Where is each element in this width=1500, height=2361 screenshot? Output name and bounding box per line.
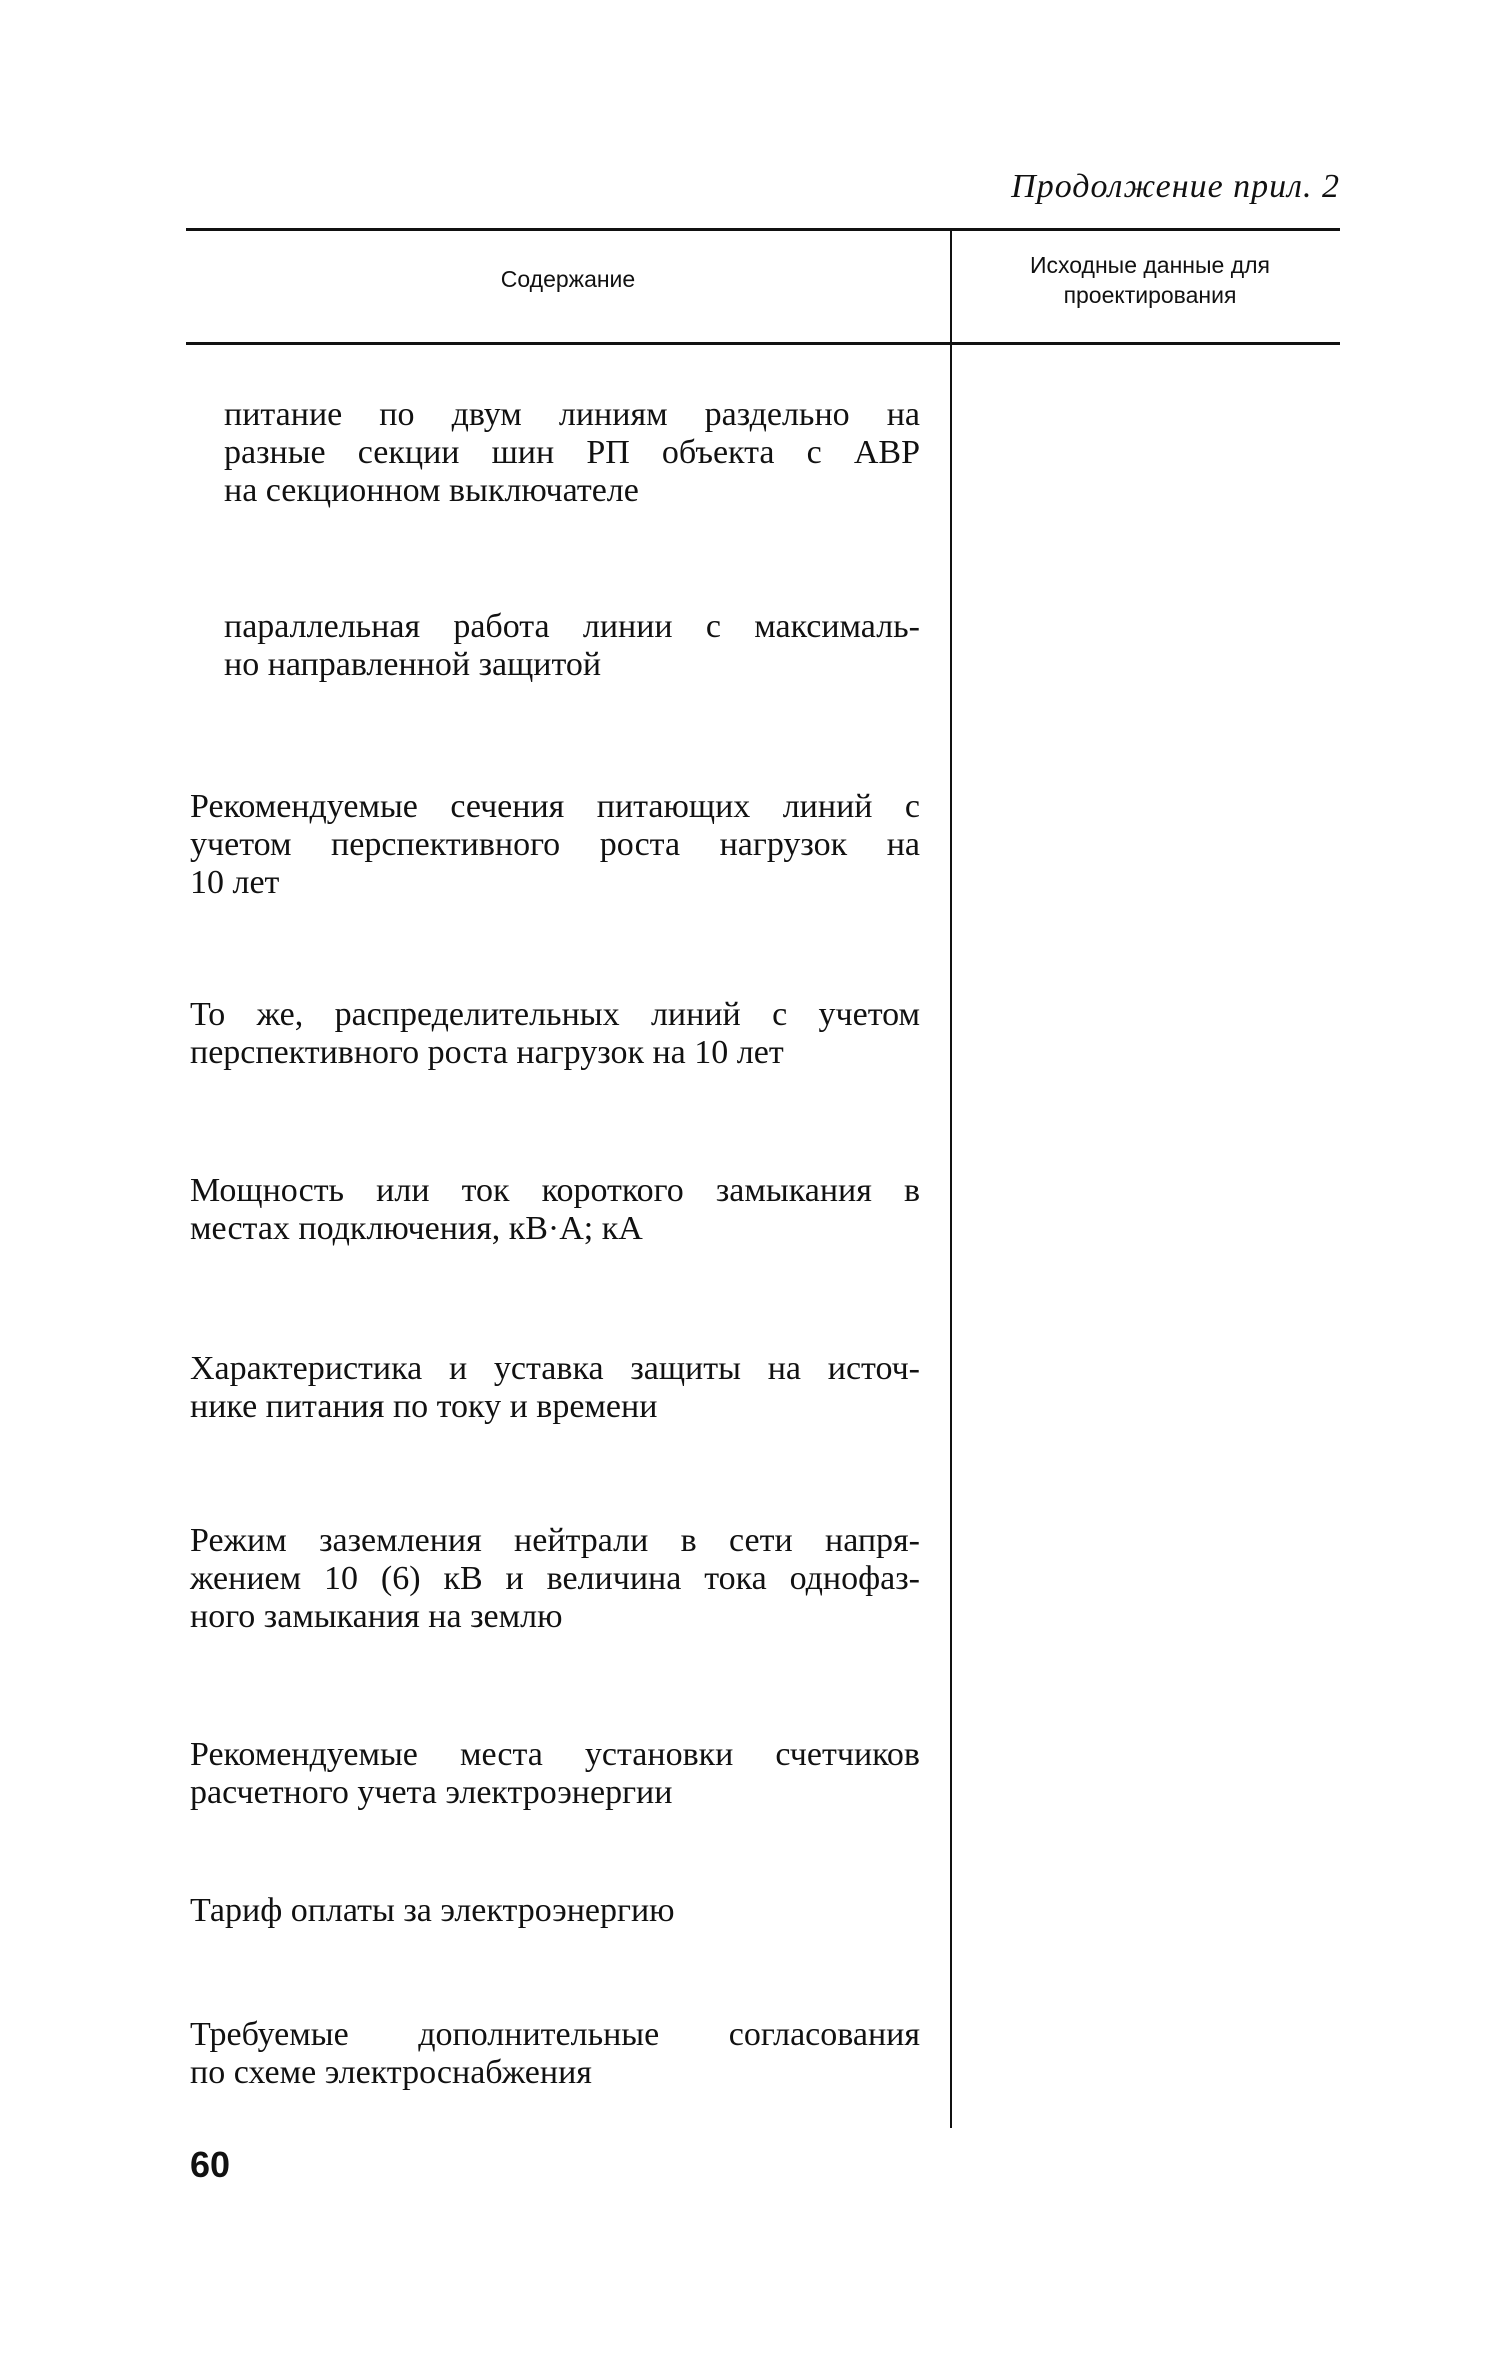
row-text-line: 10 лет	[190, 864, 280, 901]
table-row	[190, 1736, 920, 1812]
row-text-line: расчетного учета электроэнергии	[190, 1774, 673, 1811]
row-text-line: Требуемые дополнительные согласования	[190, 2016, 920, 2053]
table-row	[190, 1350, 920, 1426]
column-header-source-data-line: проектирования	[1063, 282, 1237, 308]
row-text-line: учетом перспективного роста нагрузок на	[190, 826, 920, 863]
row-text-line: ного замыкания на землю	[190, 1598, 563, 1635]
column-header-content: Содержание	[500, 266, 636, 292]
column-header-source-data-line: Исходные данные для	[1029, 252, 1271, 278]
table-top-rule	[186, 228, 1340, 231]
table-row	[190, 1892, 920, 1930]
row-text-line: на секционном выключателе	[224, 472, 639, 509]
row-text-line: но направленной защитой	[224, 646, 602, 683]
continuation-note: Продолжение прил. 2	[1011, 168, 1340, 205]
row-text-line: Тариф оплаты за электроэнергию	[190, 1892, 675, 1929]
table-row	[190, 788, 920, 902]
row-text-line: перспективного роста нагрузок на 10 лет	[190, 1034, 784, 1071]
row-text-line: питание по двум линиям раздельно на	[224, 396, 920, 433]
row-text-line: Рекомендуемые сечения питающих линий с	[190, 788, 920, 825]
table-header-rule	[186, 342, 1340, 345]
row-text-line: нике питания по току и времени	[190, 1388, 658, 1425]
table-row	[190, 2016, 920, 2092]
table-row	[224, 396, 920, 510]
row-text-line: параллельная работа линии с максималь-	[224, 608, 920, 645]
table-row	[190, 1172, 920, 1248]
column-header-source-data	[960, 250, 1340, 310]
table-row	[190, 1522, 920, 1636]
row-text-line: То же, распределительных линий с учетом	[190, 996, 920, 1033]
table-row	[190, 996, 920, 1072]
row-text-line: Режим заземления нейтрали в сети напря-	[190, 1522, 920, 1559]
page-number: 60	[190, 2144, 231, 2185]
row-text-line: местах подключения, кВ·А; кА	[190, 1210, 643, 1247]
row-text-line: жением 10 (6) кВ и величина тока однофаз-	[190, 1560, 920, 1597]
row-text-line: Рекомендуемые места установки счетчиков	[190, 1736, 920, 1773]
table-row	[224, 608, 920, 684]
row-text-line: Характеристика и уставка защиты на источ-	[190, 1350, 920, 1387]
table-column-divider	[950, 228, 952, 2128]
row-text-line: по схеме электроснабжения	[190, 2054, 592, 2091]
row-text-line: разные секции шин РП объекта с АВР	[224, 434, 920, 471]
row-text-line: Мощность или ток короткого замыкания в	[190, 1172, 920, 1209]
